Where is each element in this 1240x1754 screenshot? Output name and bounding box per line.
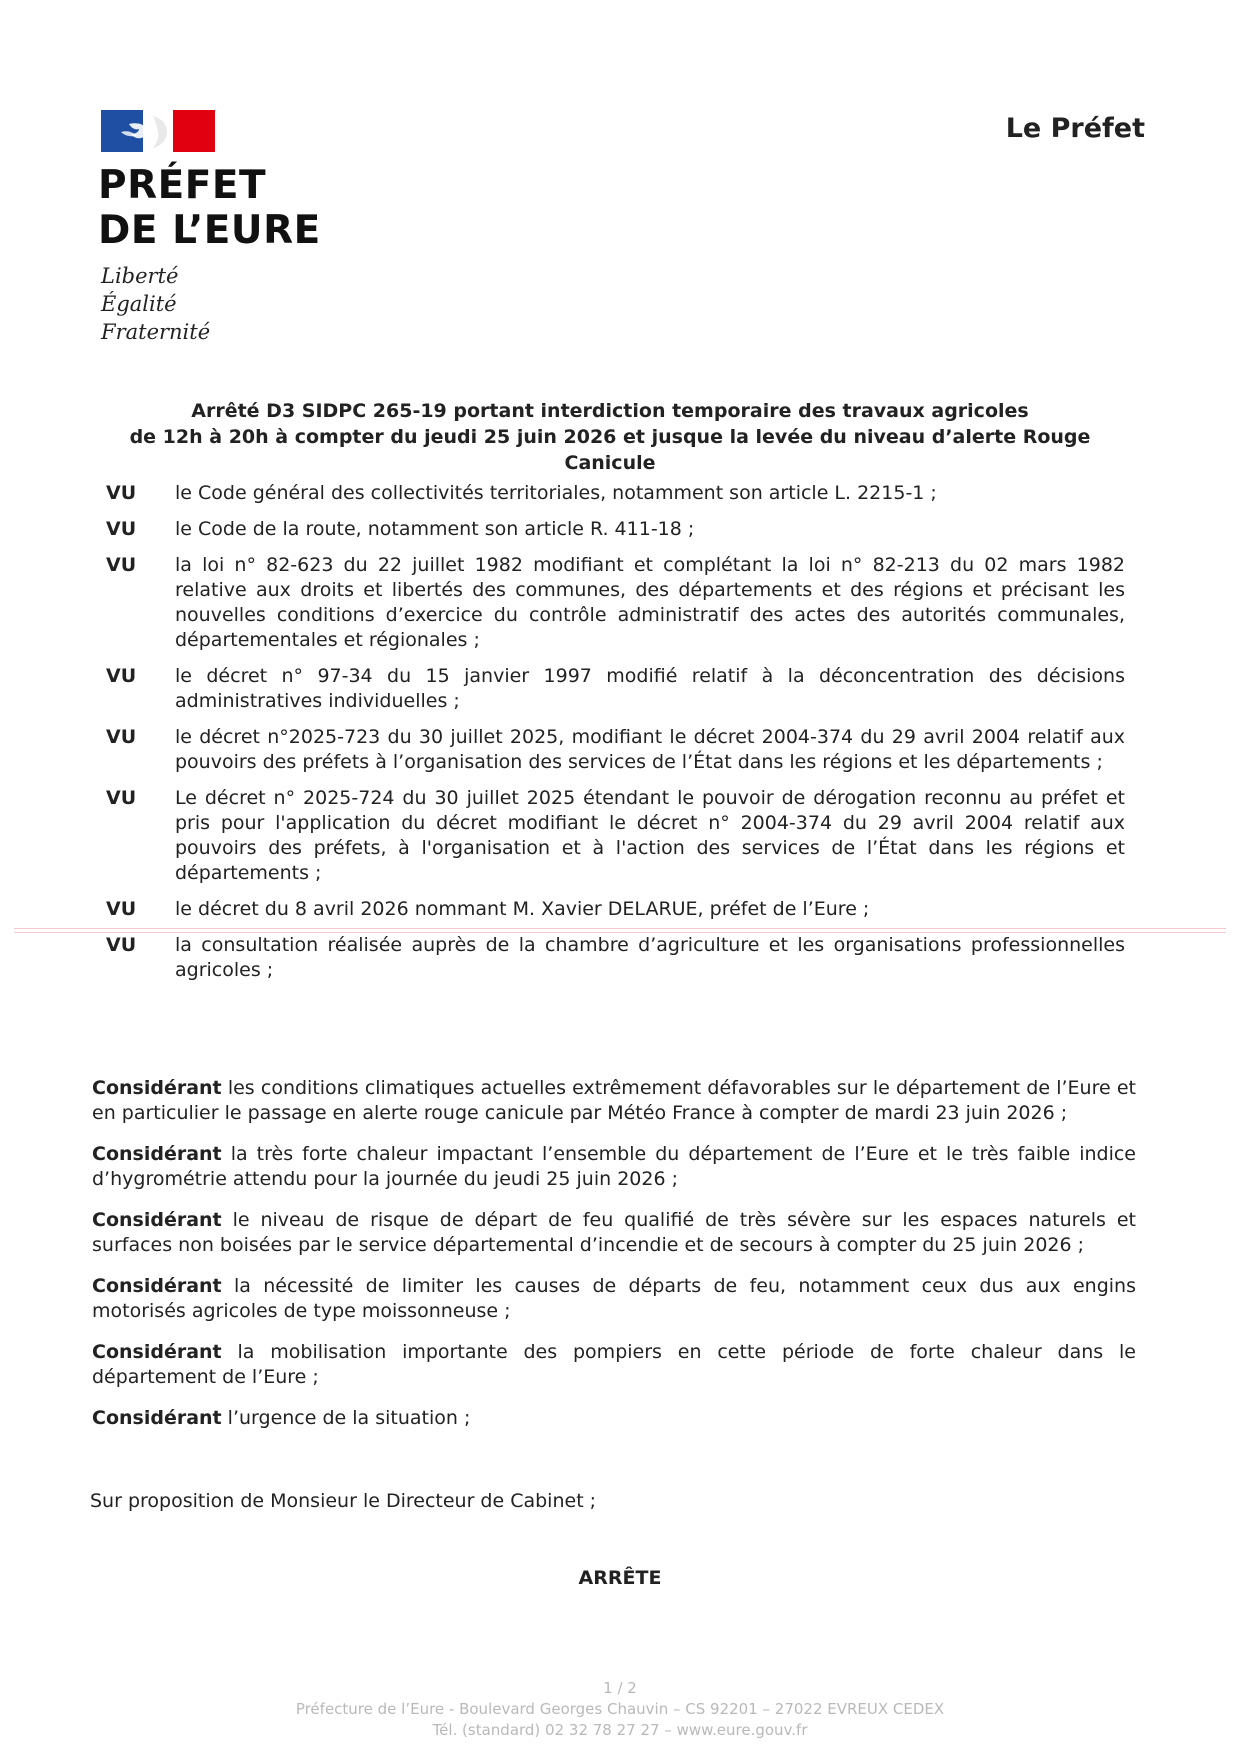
- considerant-label: Considérant: [92, 1341, 222, 1363]
- considerant-label: Considérant: [92, 1143, 222, 1165]
- footer-address: Préfecture de l’Eure - Boulevard Georges Chauvin – CS 92201 – 27022 EVREUX CEDEX: [295, 1700, 945, 1718]
- considerant-text: le niveau de risque de départ de feu qualifié de très sévère sur les espaces naturels et surfaces non boisées par le service départemental d’incendie et de secours à compter du 25 juin 2026 ;: [92, 1209, 1136, 1256]
- visa-text: le décret n° 97-34 du 15 janvier 1997 modifié relatif à la déconcentration des décisions administratives individuelles ;: [175, 665, 1125, 712]
- visa-label: VU: [106, 554, 137, 576]
- visa-item: [106, 553, 1126, 653]
- page-footer: [0, 1678, 1240, 1741]
- considerant-text: les conditions climatiques actuelles extrêmement défavorables sur le département de l’Eure et en particulier le passage en alerte rouge canicule par Météo France à compter de mardi 23 juin 2026 ;: [92, 1077, 1136, 1124]
- visa-text: le Code de la route, notamment son article R. 411-18 ;: [175, 518, 695, 540]
- document-title-line1: Arrêté D3 SIDPC 265-19 portant interdiction temporaire des travaux agricoles: [191, 400, 1029, 422]
- visa-label: VU: [106, 934, 137, 956]
- visa-item: [106, 933, 1126, 983]
- considerant-label: Considérant: [92, 1077, 222, 1099]
- visa-item: [106, 786, 1126, 886]
- document-title: [90, 398, 1130, 476]
- visa-text: le décret n°2025-723 du 30 juillet 2025, modifiant le décret 2004-374 du 29 avril 2004 relatif aux pouvoirs des préfets à l’organisation des services de l’État dans les régions et les départements ;: [175, 726, 1125, 773]
- marianne-logo: [101, 110, 215, 152]
- signatory-label: Le Préfet: [1005, 113, 1145, 144]
- considerant-item: [92, 1142, 1136, 1192]
- considerants-list: [92, 1076, 1136, 1447]
- footer-contact: Tél. (standard) 02 32 78 27 27 – www.eure.gouv.fr: [432, 1721, 808, 1739]
- document-title-line2: de 12h à 20h à compter du jeudi 25 juin 2026 et jusque la levée du niveau d’alerte Rouge Canicule: [129, 426, 1091, 474]
- visa-item: [106, 517, 1126, 542]
- visa-item: [106, 897, 1126, 922]
- scan-artifact-line: [14, 928, 1226, 933]
- arrete-heading: ARRÊTE: [578, 1567, 662, 1589]
- considerant-text: la très forte chaleur impactant l’ensemble du département de l’Eure et le très faible indice d’hygrométrie attendu pour la journée du jeudi 25 juin 2026 ;: [92, 1143, 1136, 1190]
- republic-motto: [101, 262, 210, 346]
- page-number: 1 / 2: [603, 1679, 637, 1697]
- visa-text: la consultation réalisée auprès de la chambre d’agriculture et les organisations professionnelles agricoles ;: [175, 934, 1125, 981]
- motto-fraternite: Fraternité: [101, 320, 211, 344]
- considerant-item: [92, 1076, 1136, 1126]
- visa-label: VU: [106, 665, 137, 687]
- considerant-text: la nécessité de limiter les causes de départs de feu, notamment ceux dus aux engins motorisés agricoles de type moissonneuse ;: [92, 1275, 1136, 1322]
- considerant-item: [92, 1274, 1136, 1324]
- considerant-item: [92, 1406, 1136, 1431]
- visa-text: la loi n° 82-623 du 22 juillet 1982 modifiant et complétant la loi n° 82-213 du 02 mars 1982 relative aux droits et libertés des communes, des départements et des régions et précisant les nouvelles conditions d’exercice du contrôle administratif des actes des autorités communales, départementales et régionales ;: [175, 554, 1125, 651]
- visa-text: le Code général des collectivités territoriales, notamment son article L. 2215-1 ;: [175, 482, 937, 504]
- visa-label: VU: [106, 787, 137, 809]
- visa-text: Le décret n° 2025-724 du 30 juillet 2025 étendant le pouvoir de dérogation reconnu au préfet et pris pour l'application du décret modifiant le décret n° 2004-374 du 29 avril 2004 relatif aux pouvoirs des préfets, à l'organisation et à l'action des services de l’État dans les régions et départements ;: [175, 787, 1125, 884]
- motto-egalite: Égalité: [101, 292, 177, 316]
- visa-label: VU: [106, 898, 137, 920]
- prefecture-title-line2: DE L’EURE: [98, 208, 321, 253]
- considerant-item: [92, 1208, 1136, 1258]
- visa-item: [106, 664, 1126, 714]
- visa-text: le décret du 8 avril 2026 nommant M. Xavier DELARUE, préfet de l’Eure ;: [175, 898, 870, 920]
- considerant-label: Considérant: [92, 1275, 222, 1297]
- visa-label: VU: [106, 726, 137, 748]
- visa-label: VU: [106, 482, 137, 504]
- visa-item: [106, 481, 1126, 506]
- visa-item: [106, 725, 1126, 775]
- prefecture-title-line1: PRÉFET: [98, 163, 267, 208]
- considerant-item: [92, 1340, 1136, 1390]
- visas-list: [106, 481, 1126, 994]
- considerant-label: Considérant: [92, 1407, 222, 1429]
- motto-liberte: Liberté: [101, 264, 179, 288]
- prefecture-title: [98, 163, 321, 253]
- considerant-text: la mobilisation importante des pompiers en cette période de forte chaleur dans le département de l’Eure ;: [92, 1341, 1136, 1388]
- considerant-label: Considérant: [92, 1209, 222, 1231]
- considerant-text: l’urgence de la situation ;: [221, 1407, 471, 1429]
- proposition-line: Sur proposition de Monsieur le Directeur de Cabinet ;: [90, 1490, 597, 1512]
- visa-label: VU: [106, 518, 137, 540]
